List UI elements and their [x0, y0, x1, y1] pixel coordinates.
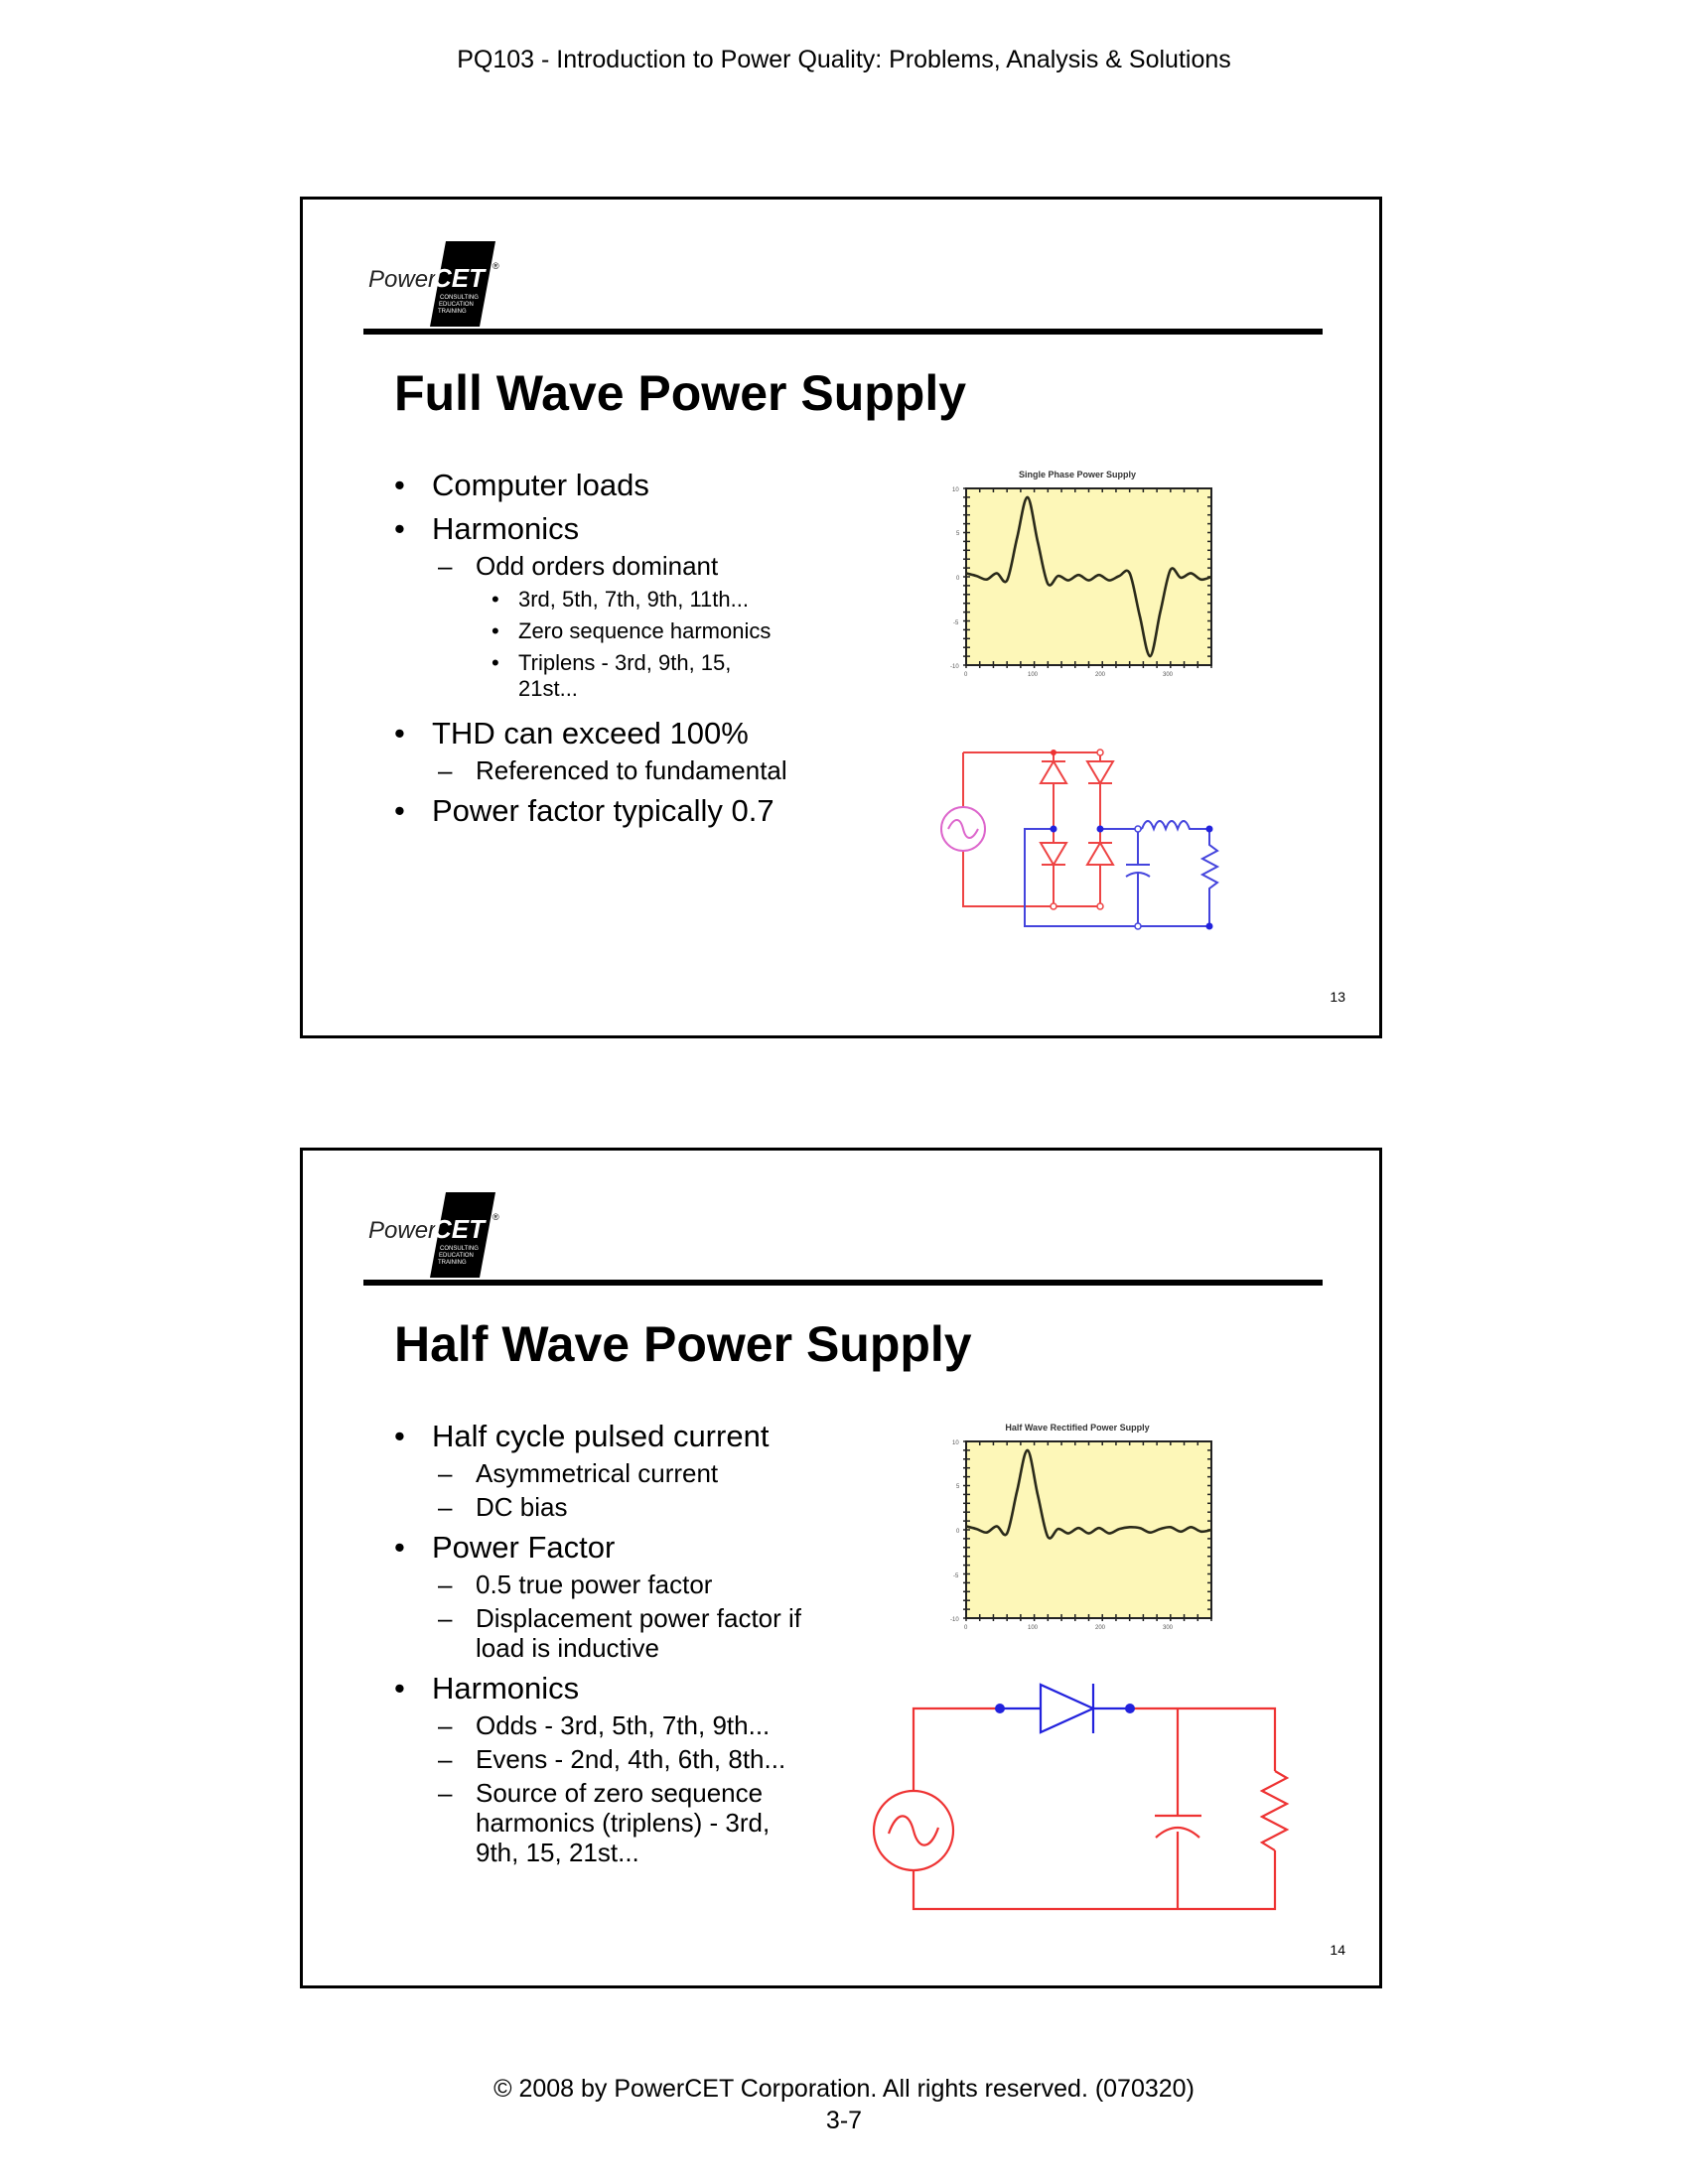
bullet-item: • Computer loads — [394, 468, 861, 503]
sub-bullet-item: – Asymmetrical current — [394, 1458, 861, 1488]
bullet-list — [394, 460, 861, 829]
bullet-item: • Half cycle pulsed current — [394, 1419, 861, 1454]
svg-text:10: 10 — [952, 487, 959, 493]
sub-bullet-item: – Displacement power factor if load is inductive — [394, 1603, 803, 1663]
svg-text:®: ® — [492, 1212, 499, 1222]
svg-text:-10: -10 — [950, 1617, 959, 1623]
svg-text:100: 100 — [1028, 1625, 1039, 1631]
svg-text:10: 10 — [952, 1440, 959, 1446]
svg-text:-5: -5 — [953, 1573, 959, 1579]
svg-text:-5: -5 — [953, 620, 959, 626]
svg-text:Half Wave Rectified Power Supp: Half Wave Rectified Power Supply — [1005, 1423, 1150, 1433]
svg-text:TRAINING: TRAINING — [438, 309, 467, 315]
slide-half-wave — [300, 1148, 1382, 1988]
svg-text:Power: Power — [368, 1217, 437, 1244]
sub-bullet-item: – 0.5 true power factor — [394, 1570, 861, 1599]
svg-text:CET: CET — [433, 263, 485, 293]
sub-bullet-item: – Odd orders dominant — [394, 551, 861, 581]
document-footer — [0, 2073, 1688, 2136]
sub-bullet-item: – Referenced to fundamental — [394, 755, 861, 785]
svg-text:5: 5 — [956, 1484, 960, 1490]
svg-text:Power: Power — [368, 266, 437, 293]
svg-text:300: 300 — [1163, 1625, 1174, 1631]
slide-number: 14 — [1330, 1942, 1345, 1958]
bullet-item: • THD can exceed 100% — [394, 716, 861, 751]
title-rule — [363, 329, 1323, 335]
svg-text:CONSULTING: CONSULTING — [440, 1246, 479, 1252]
sub-bullet-item: – Source of zero sequence harmonics (triplens) - 3rd, 9th, 15, 21st... — [394, 1778, 793, 1867]
svg-text:CET: CET — [433, 1214, 485, 1244]
document-header: PQ103 - Introduction to Power Quality: Problems, Analysis & Solutions — [457, 46, 1231, 73]
svg-text:5: 5 — [956, 531, 960, 537]
page-number: 3-7 — [825, 2107, 863, 2134]
bullet-item: • Power Factor — [394, 1530, 861, 1566]
svg-text:Single Phase Power Supply: Single Phase Power Supply — [1018, 470, 1137, 479]
sub-sub-bullet-item: • Zero sequence harmonics — [394, 618, 861, 644]
slide-number: 13 — [1330, 989, 1345, 1005]
svg-text:0: 0 — [956, 576, 960, 582]
svg-text:-10: -10 — [950, 664, 959, 670]
svg-text:0: 0 — [956, 1529, 960, 1535]
slide-full-wave — [300, 197, 1382, 1038]
full-bridge-rectifier-diagram — [928, 726, 1226, 939]
svg-text:®: ® — [492, 261, 499, 271]
waveform-chart-half-wave — [928, 1416, 1226, 1644]
bullet-item: • Power factor typically 0.7 — [394, 793, 861, 829]
sub-bullet-item: – DC bias — [394, 1492, 861, 1522]
title-rule — [363, 1280, 1323, 1286]
powercet-logo — [368, 1190, 517, 1280]
bullet-item: • Harmonics — [394, 511, 861, 547]
sub-bullet-item: – Odds - 3rd, 5th, 7th, 9th... — [394, 1710, 861, 1740]
half-wave-rectifier-diagram — [859, 1667, 1296, 1915]
svg-text:200: 200 — [1095, 1625, 1106, 1631]
svg-text:0: 0 — [964, 672, 968, 678]
svg-text:0: 0 — [964, 1625, 968, 1631]
slide-title: Full Wave Power Supply — [394, 365, 967, 421]
bullet-item: • Harmonics — [394, 1671, 861, 1706]
copyright-notice: © 2008 by PowerCET Corporation. All rights reserved. (070320) — [493, 2075, 1195, 2103]
sub-sub-bullet-item: • 3rd, 5th, 7th, 9th, 11th... — [394, 587, 861, 613]
powercet-logo — [368, 239, 517, 329]
svg-text:EDUCATION: EDUCATION — [439, 302, 474, 308]
slide-title: Half Wave Power Supply — [394, 1316, 972, 1372]
waveform-chart-single-phase — [928, 463, 1226, 691]
bullet-list — [394, 1411, 861, 1867]
sub-sub-bullet-item: • Triplens - 3rd, 9th, 15, 21st... — [394, 650, 747, 702]
svg-text:200: 200 — [1095, 672, 1106, 678]
svg-text:300: 300 — [1163, 672, 1174, 678]
svg-text:100: 100 — [1028, 672, 1039, 678]
svg-text:CONSULTING: CONSULTING — [440, 295, 479, 301]
svg-text:EDUCATION: EDUCATION — [439, 1253, 474, 1259]
svg-text:TRAINING: TRAINING — [438, 1260, 467, 1266]
sub-bullet-item: – Evens - 2nd, 4th, 6th, 8th... — [394, 1744, 861, 1774]
